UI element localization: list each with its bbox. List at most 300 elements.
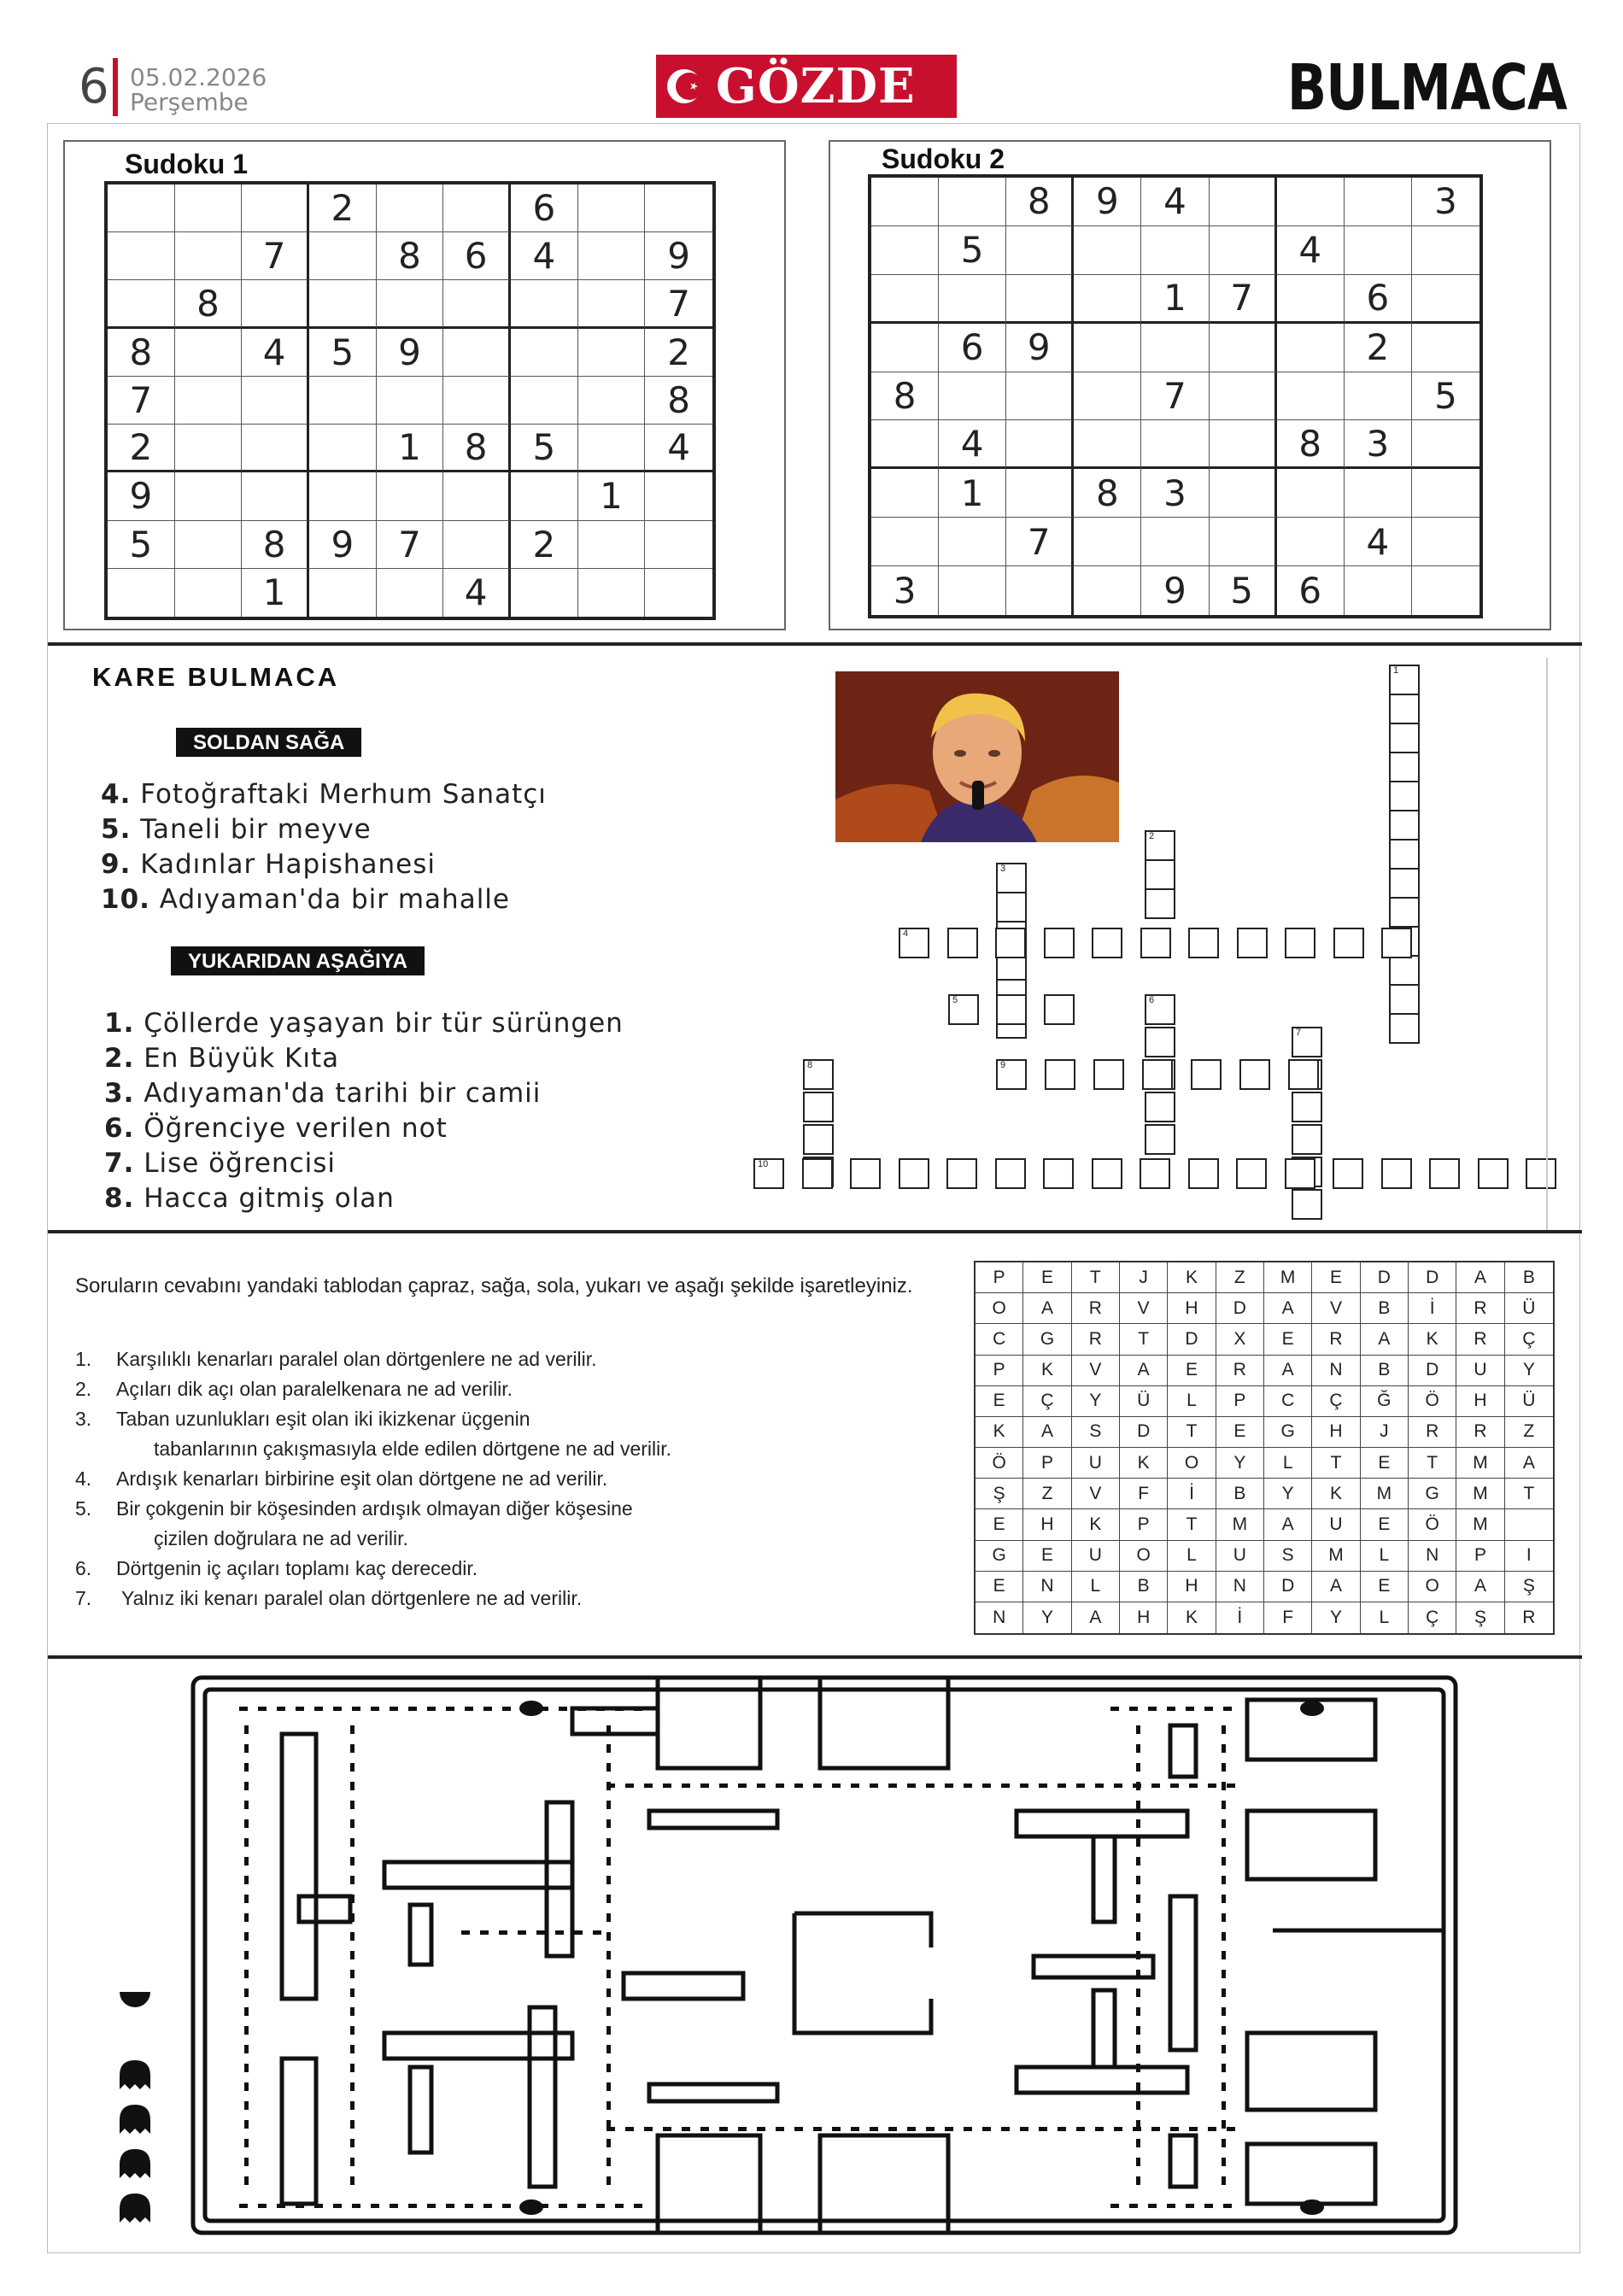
sudoku-cell[interactable] — [377, 377, 444, 425]
word-search-letter[interactable]: E — [976, 1572, 1023, 1602]
sudoku-cell[interactable]: 7 — [1141, 372, 1209, 421]
sudoku-cell[interactable]: 6 — [939, 324, 1006, 372]
sudoku-cell[interactable]: 1 — [242, 569, 309, 617]
sudoku-cell[interactable] — [175, 521, 243, 569]
word-search-letter[interactable]: P — [976, 1356, 1023, 1386]
word-search-letter[interactable]: R — [1456, 1324, 1504, 1355]
word-search-letter[interactable]: L — [1168, 1541, 1216, 1572]
word-search-letter[interactable]: K — [1072, 1509, 1120, 1540]
sudoku-cell[interactable]: 2 — [309, 184, 377, 232]
word-search-letter[interactable]: I — [1505, 1541, 1553, 1572]
sudoku-cell[interactable]: 1 — [377, 425, 444, 472]
sudoku-cell[interactable] — [108, 184, 175, 232]
word-search-letter[interactable]: Ş — [976, 1479, 1023, 1509]
word-search-letter[interactable]: N — [1312, 1356, 1360, 1386]
word-search-letter[interactable]: E — [1264, 1324, 1312, 1355]
word-search-letter[interactable]: Z — [1216, 1262, 1264, 1293]
word-search-letter[interactable]: H — [1168, 1572, 1216, 1602]
word-search-letter[interactable]: M — [1456, 1509, 1504, 1540]
word-search-letter[interactable]: R — [1216, 1356, 1264, 1386]
sudoku-cell[interactable] — [1006, 469, 1074, 518]
word-search-letter[interactable]: U — [1312, 1509, 1360, 1540]
word-search-letter[interactable]: E — [1361, 1572, 1409, 1602]
word-search-letter[interactable]: V — [1072, 1356, 1120, 1386]
word-search-letter[interactable]: L — [1361, 1602, 1409, 1633]
sudoku-cell[interactable] — [578, 521, 646, 569]
word-search-letter[interactable]: M — [1264, 1262, 1312, 1293]
word-search-letter[interactable]: G — [1023, 1324, 1071, 1355]
sudoku-cell[interactable] — [1074, 566, 1141, 615]
word-search-letter[interactable]: Y — [1072, 1386, 1120, 1417]
sudoku-cell[interactable] — [1277, 469, 1345, 518]
sudoku-cell[interactable] — [871, 178, 939, 226]
word-search-letter[interactable]: İ — [1216, 1602, 1264, 1633]
sudoku-cell[interactable] — [511, 569, 578, 617]
sudoku-cell[interactable]: 4 — [242, 329, 309, 377]
word-search-letter[interactable]: G — [976, 1541, 1023, 1572]
word-search-letter[interactable]: D — [1216, 1293, 1264, 1324]
word-search-letter[interactable]: Ç — [1409, 1602, 1456, 1633]
sudoku-cell[interactable] — [1345, 372, 1412, 421]
word-search-letter[interactable]: U — [1456, 1356, 1504, 1386]
word-search-letter[interactable]: B — [1361, 1356, 1409, 1386]
sudoku-cell[interactable] — [1074, 420, 1141, 469]
sudoku-cell[interactable]: 4 — [1277, 226, 1345, 275]
sudoku-cell[interactable]: 7 — [242, 232, 309, 280]
sudoku-cell[interactable]: 7 — [377, 521, 444, 569]
word-search-letter[interactable]: A — [1361, 1324, 1409, 1355]
sudoku-cell[interactable] — [578, 569, 646, 617]
sudoku-cell[interactable] — [578, 184, 646, 232]
word-search-letter[interactable]: C — [1264, 1386, 1312, 1417]
sudoku-cell[interactable]: 6 — [443, 232, 511, 280]
sudoku-cell[interactable]: 9 — [1006, 324, 1074, 372]
sudoku-cell[interactable]: 7 — [1210, 275, 1277, 324]
sudoku-cell[interactable] — [1074, 275, 1141, 324]
word-search-letter[interactable]: P — [976, 1262, 1023, 1293]
word-search-letter[interactable]: R — [1456, 1293, 1504, 1324]
sudoku-cell[interactable]: 9 — [645, 232, 712, 280]
sudoku-cell[interactable]: 3 — [1141, 469, 1209, 518]
sudoku-cell[interactable] — [1141, 226, 1209, 275]
word-search-letter[interactable]: A — [1023, 1417, 1071, 1448]
word-search-letter[interactable]: K — [1023, 1356, 1071, 1386]
word-search-letter[interactable]: M — [1361, 1479, 1409, 1509]
sudoku-cell[interactable] — [1345, 226, 1412, 275]
sudoku-cell[interactable] — [578, 329, 646, 377]
sudoku-cell[interactable]: 5 — [939, 226, 1006, 275]
word-search-letter[interactable]: Ö — [1409, 1386, 1456, 1417]
word-search-letter[interactable]: V — [1312, 1293, 1360, 1324]
sudoku-cell[interactable] — [1277, 518, 1345, 566]
word-search-letter[interactable]: E — [1312, 1262, 1360, 1293]
sudoku-cell[interactable] — [511, 377, 578, 425]
word-search-letter[interactable]: R — [1072, 1324, 1120, 1355]
sudoku-cell[interactable] — [443, 280, 511, 328]
word-search-letter[interactable]: O — [1168, 1448, 1216, 1479]
sudoku-cell[interactable] — [1141, 420, 1209, 469]
word-search-letter[interactable]: Ç — [1312, 1386, 1360, 1417]
sudoku-cell[interactable] — [1412, 420, 1479, 469]
word-search-letter[interactable]: T — [1168, 1509, 1216, 1540]
sudoku-cell[interactable]: 6 — [1277, 566, 1345, 615]
sudoku-cell[interactable] — [1210, 518, 1277, 566]
sudoku-cell[interactable] — [1277, 178, 1345, 226]
sudoku-cell[interactable] — [578, 425, 646, 472]
word-search-letter[interactable]: Y — [1312, 1602, 1360, 1633]
word-search-letter[interactable]: P — [1456, 1541, 1504, 1572]
sudoku-cell[interactable]: 4 — [443, 569, 511, 617]
pacman-maze[interactable] — [94, 1674, 1461, 2238]
sudoku-cell[interactable] — [871, 226, 939, 275]
sudoku-cell[interactable] — [309, 472, 377, 520]
word-search-letter[interactable]: E — [1216, 1417, 1264, 1448]
word-search-letter[interactable]: K — [1312, 1479, 1360, 1509]
word-search-letter[interactable] — [1505, 1509, 1553, 1540]
sudoku-cell[interactable]: 2 — [645, 329, 712, 377]
sudoku-cell[interactable] — [175, 425, 243, 472]
sudoku-cell[interactable]: 5 — [511, 425, 578, 472]
sudoku-cell[interactable]: 1 — [1141, 275, 1209, 324]
word-search-letter[interactable]: P — [1216, 1386, 1264, 1417]
word-search-letter[interactable]: J — [1361, 1417, 1409, 1448]
word-search-letter[interactable]: F — [1264, 1602, 1312, 1633]
word-search-letter[interactable]: H — [1456, 1386, 1504, 1417]
word-search-letter[interactable]: Z — [1023, 1479, 1071, 1509]
word-search-letter[interactable]: K — [1168, 1602, 1216, 1633]
word-search-letter[interactable]: O — [1409, 1572, 1456, 1602]
word-search-letter[interactable]: R — [1456, 1417, 1504, 1448]
word-search-letter[interactable]: İ — [1168, 1479, 1216, 1509]
word-search-letter[interactable]: L — [1072, 1572, 1120, 1602]
sudoku-cell[interactable] — [175, 232, 243, 280]
sudoku-cell[interactable]: 3 — [1345, 420, 1412, 469]
word-search-letter[interactable]: B — [1120, 1572, 1168, 1602]
word-search-letter[interactable]: G — [1264, 1417, 1312, 1448]
sudoku-cell[interactable] — [578, 377, 646, 425]
sudoku-cell[interactable] — [1210, 226, 1277, 275]
sudoku-cell[interactable] — [871, 275, 939, 324]
sudoku-cell[interactable] — [1277, 372, 1345, 421]
sudoku-cell[interactable] — [1006, 275, 1074, 324]
sudoku-cell[interactable]: 4 — [645, 425, 712, 472]
word-search-letter[interactable]: E — [1023, 1262, 1071, 1293]
sudoku-cell[interactable]: 7 — [108, 377, 175, 425]
word-search-letter[interactable]: M — [1216, 1509, 1264, 1540]
sudoku-cell[interactable]: 5 — [1210, 566, 1277, 615]
sudoku-cell[interactable] — [1412, 518, 1479, 566]
word-search-letter[interactable]: A — [1264, 1356, 1312, 1386]
word-search-letter[interactable]: K — [976, 1417, 1023, 1448]
word-search-letter[interactable]: A — [1456, 1572, 1504, 1602]
sudoku-cell[interactable] — [1277, 324, 1345, 372]
word-search-letter[interactable]: E — [1361, 1448, 1409, 1479]
sudoku-cell[interactable]: 4 — [939, 420, 1006, 469]
sudoku-cell[interactable]: 8 — [242, 521, 309, 569]
word-search-letter[interactable]: D — [1409, 1356, 1456, 1386]
word-search-letter[interactable]: Y — [1505, 1356, 1553, 1386]
word-search-letter[interactable]: L — [1168, 1386, 1216, 1417]
sudoku-cell[interactable]: 8 — [871, 372, 939, 421]
word-search-letter[interactable]: U — [1072, 1448, 1120, 1479]
sudoku-cell[interactable] — [1277, 275, 1345, 324]
word-search-letter[interactable]: T — [1120, 1324, 1168, 1355]
sudoku-cell[interactable]: 2 — [1345, 324, 1412, 372]
sudoku-cell[interactable] — [645, 521, 712, 569]
sudoku-cell[interactable] — [242, 184, 309, 232]
sudoku-cell[interactable]: 7 — [1006, 518, 1074, 566]
word-search-letter[interactable]: A — [1264, 1509, 1312, 1540]
sudoku-cell[interactable] — [645, 472, 712, 520]
word-search-letter[interactable]: A — [1023, 1293, 1071, 1324]
word-search-letter[interactable]: M — [1456, 1479, 1504, 1509]
word-search-letter[interactable]: Ü — [1505, 1293, 1553, 1324]
word-search-letter[interactable]: Y — [1023, 1602, 1071, 1633]
word-search-letter[interactable]: F — [1120, 1479, 1168, 1509]
word-search-letter[interactable]: N — [1216, 1572, 1264, 1602]
word-search-letter[interactable]: T — [1505, 1479, 1553, 1509]
sudoku-cell[interactable] — [511, 329, 578, 377]
word-search-letter[interactable]: Ğ — [1361, 1386, 1409, 1417]
sudoku-cell[interactable]: 1 — [578, 472, 646, 520]
sudoku-cell[interactable]: 9 — [377, 329, 444, 377]
word-search-letter[interactable]: D — [1168, 1324, 1216, 1355]
word-search-letter[interactable]: Z — [1505, 1417, 1553, 1448]
word-search-letter[interactable]: U — [1216, 1541, 1264, 1572]
sudoku-cell[interactable] — [175, 377, 243, 425]
word-search-letter[interactable]: L — [1361, 1541, 1409, 1572]
sudoku-cell[interactable] — [377, 569, 444, 617]
word-search-letter[interactable]: G — [1409, 1479, 1456, 1509]
word-search-letter[interactable]: O — [976, 1293, 1023, 1324]
word-search-letter[interactable]: V — [1120, 1293, 1168, 1324]
sudoku-cell[interactable] — [108, 569, 175, 617]
word-search-letter[interactable]: R — [1522, 1607, 1536, 1627]
word-search-letter[interactable]: A — [1505, 1448, 1553, 1479]
sudoku-cell[interactable]: 4 — [1141, 178, 1209, 226]
word-search-letter[interactable]: O — [1120, 1541, 1168, 1572]
word-search-letter[interactable]: Ü — [1120, 1386, 1168, 1417]
sudoku-cell[interactable]: 3 — [1412, 178, 1479, 226]
word-search-letter[interactable]: A — [1120, 1356, 1168, 1386]
sudoku-cell[interactable] — [1412, 226, 1479, 275]
sudoku-cell[interactable] — [1074, 372, 1141, 421]
word-search-letter[interactable]: Ö — [976, 1448, 1023, 1479]
sudoku-cell[interactable] — [377, 184, 444, 232]
sudoku-cell[interactable] — [242, 377, 309, 425]
word-search-letter[interactable]: H — [1312, 1417, 1360, 1448]
sudoku-cell[interactable] — [309, 425, 377, 472]
word-search-letter[interactable]: İ — [1409, 1293, 1456, 1324]
sudoku-cell[interactable] — [871, 324, 939, 372]
sudoku-cell[interactable]: 6 — [511, 184, 578, 232]
sudoku-cell[interactable] — [309, 569, 377, 617]
sudoku-cell[interactable]: 8 — [1277, 420, 1345, 469]
sudoku-cell[interactable] — [1412, 275, 1479, 324]
word-search-letter[interactable]: B — [1505, 1262, 1553, 1293]
sudoku-cell[interactable] — [1074, 226, 1141, 275]
sudoku-cell[interactable] — [443, 329, 511, 377]
word-search-letter[interactable]: S — [1264, 1541, 1312, 1572]
sudoku-cell[interactable] — [377, 280, 444, 328]
sudoku-cell[interactable] — [443, 472, 511, 520]
sudoku-cell[interactable]: 4 — [511, 232, 578, 280]
sudoku-2-grid[interactable] — [868, 174, 1483, 618]
sudoku-cell[interactable] — [1412, 469, 1479, 518]
sudoku-cell[interactable] — [309, 377, 377, 425]
sudoku-cell[interactable]: 8 — [377, 232, 444, 280]
sudoku-cell[interactable]: 1 — [939, 469, 1006, 518]
sudoku-cell[interactable] — [1210, 178, 1277, 226]
sudoku-cell[interactable] — [939, 275, 1006, 324]
sudoku-cell[interactable] — [377, 472, 444, 520]
sudoku-cell[interactable] — [511, 280, 578, 328]
sudoku-cell[interactable]: 2 — [108, 425, 175, 472]
word-search-letter[interactable]: D — [1409, 1262, 1456, 1293]
word-search-letter[interactable]: A — [1312, 1572, 1360, 1602]
sudoku-cell[interactable] — [1210, 324, 1277, 372]
word-search-letter[interactable]: T — [1168, 1417, 1216, 1448]
sudoku-cell[interactable] — [578, 232, 646, 280]
sudoku-cell[interactable] — [939, 566, 1006, 615]
sudoku-cell[interactable] — [1345, 469, 1412, 518]
sudoku-cell[interactable] — [1006, 420, 1074, 469]
sudoku-cell[interactable] — [443, 521, 511, 569]
sudoku-cell[interactable] — [1210, 420, 1277, 469]
word-search-letter[interactable]: R — [1409, 1417, 1456, 1448]
word-search-letter[interactable]: H — [1023, 1509, 1071, 1540]
sudoku-cell[interactable] — [1210, 469, 1277, 518]
word-search-letter[interactable]: A — [1072, 1602, 1120, 1633]
sudoku-cell[interactable] — [443, 184, 511, 232]
word-search-letter[interactable]: K — [1409, 1324, 1456, 1355]
word-search-grid[interactable] — [974, 1261, 1555, 1635]
word-search-letter[interactable]: P — [1023, 1448, 1071, 1479]
word-search-letter[interactable]: S — [1072, 1417, 1120, 1448]
word-search-letter[interactable]: T — [1072, 1262, 1120, 1293]
sudoku-cell[interactable] — [309, 280, 377, 328]
word-search-letter[interactable]: Ö — [1409, 1509, 1456, 1540]
word-search-letter[interactable]: H — [1120, 1602, 1168, 1633]
word-search-letter[interactable]: C — [976, 1324, 1023, 1355]
sudoku-cell[interactable] — [242, 280, 309, 328]
word-search-letter[interactable]: R — [1072, 1293, 1120, 1324]
sudoku-cell[interactable] — [1006, 372, 1074, 421]
word-search-letter[interactable]: K — [1120, 1448, 1168, 1479]
sudoku-cell[interactable]: 8 — [645, 377, 712, 425]
sudoku-cell[interactable] — [871, 420, 939, 469]
word-search-letter[interactable]: T — [1312, 1448, 1360, 1479]
word-search-letter[interactable]: D — [1120, 1417, 1168, 1448]
sudoku-cell[interactable] — [1006, 566, 1074, 615]
sudoku-cell[interactable] — [939, 518, 1006, 566]
sudoku-cell[interactable] — [578, 280, 646, 328]
sudoku-cell[interactable]: 8 — [1074, 469, 1141, 518]
sudoku-cell[interactable] — [1141, 518, 1209, 566]
word-search-letter[interactable]: E — [1023, 1541, 1071, 1572]
sudoku-cell[interactable] — [1345, 566, 1412, 615]
sudoku-cell[interactable] — [939, 178, 1006, 226]
word-search-letter[interactable]: A — [1264, 1293, 1312, 1324]
sudoku-cell[interactable] — [242, 425, 309, 472]
sudoku-cell[interactable] — [1006, 226, 1074, 275]
word-search-letter[interactable]: L — [1264, 1448, 1312, 1479]
sudoku-cell[interactable]: 8 — [108, 329, 175, 377]
sudoku-cell[interactable]: 5 — [1412, 372, 1479, 421]
word-search-letter[interactable]: J — [1120, 1262, 1168, 1293]
word-search-letter[interactable]: Ç — [1505, 1324, 1553, 1355]
word-search-letter[interactable]: E — [976, 1386, 1023, 1417]
sudoku-1-grid[interactable] — [104, 181, 716, 620]
word-search-letter[interactable]: Ş — [1505, 1572, 1553, 1602]
sudoku-cell[interactable]: 7 — [645, 280, 712, 328]
sudoku-cell[interactable]: 6 — [1345, 275, 1412, 324]
word-search-letter[interactable]: U — [1072, 1541, 1120, 1572]
sudoku-cell[interactable] — [175, 184, 243, 232]
sudoku-cell[interactable]: 8 — [443, 425, 511, 472]
sudoku-cell[interactable] — [871, 469, 939, 518]
word-search-letter[interactable]: M — [1456, 1448, 1504, 1479]
sudoku-cell[interactable]: 4 — [1345, 518, 1412, 566]
sudoku-cell[interactable] — [645, 569, 712, 617]
word-search-letter[interactable]: D — [1264, 1572, 1312, 1602]
sudoku-cell[interactable] — [1141, 324, 1209, 372]
word-search-letter[interactable]: E — [1168, 1356, 1216, 1386]
word-search-letter[interactable]: Ü — [1505, 1386, 1553, 1417]
sudoku-cell[interactable] — [108, 280, 175, 328]
word-search-letter[interactable]: Y — [1264, 1479, 1312, 1509]
sudoku-cell[interactable] — [1412, 324, 1479, 372]
word-search-letter[interactable]: E — [976, 1509, 1023, 1540]
sudoku-cell[interactable] — [939, 372, 1006, 421]
sudoku-cell[interactable] — [309, 232, 377, 280]
word-search-letter[interactable]: Ç — [1023, 1386, 1071, 1417]
sudoku-cell[interactable] — [1074, 518, 1141, 566]
sudoku-cell[interactable]: 9 — [1074, 178, 1141, 226]
word-search-letter[interactable]: K — [1168, 1262, 1216, 1293]
sudoku-cell[interactable] — [1345, 178, 1412, 226]
sudoku-cell[interactable]: 3 — [871, 566, 939, 615]
sudoku-cell[interactable]: 8 — [1006, 178, 1074, 226]
word-search-letter[interactable]: N — [1023, 1572, 1071, 1602]
sudoku-cell[interactable] — [175, 472, 243, 520]
sudoku-cell[interactable]: 9 — [309, 521, 377, 569]
word-search-letter[interactable]: R — [1312, 1324, 1360, 1355]
sudoku-cell[interactable] — [108, 232, 175, 280]
sudoku-cell[interactable] — [511, 472, 578, 520]
word-search-letter[interactable]: N — [1409, 1541, 1456, 1572]
word-search-letter[interactable]: B — [1361, 1293, 1409, 1324]
word-search-letter[interactable]: N — [976, 1602, 1023, 1633]
word-search-letter[interactable]: Y — [1216, 1448, 1264, 1479]
sudoku-cell[interactable] — [175, 569, 243, 617]
word-search-letter[interactable]: X — [1216, 1324, 1264, 1355]
sudoku-cell[interactable]: 2 — [511, 521, 578, 569]
word-search-letter[interactable]: V — [1072, 1479, 1120, 1509]
sudoku-cell[interactable] — [1210, 372, 1277, 421]
word-search-letter[interactable]: T — [1409, 1448, 1456, 1479]
sudoku-cell[interactable]: 8 — [175, 280, 243, 328]
sudoku-cell[interactable] — [645, 184, 712, 232]
word-search-letter[interactable]: H — [1168, 1293, 1216, 1324]
sudoku-cell[interactable] — [871, 518, 939, 566]
sudoku-cell[interactable]: 5 — [108, 521, 175, 569]
sudoku-cell[interactable]: 9 — [108, 472, 175, 520]
word-search-letter[interactable]: D — [1361, 1262, 1409, 1293]
word-search-letter[interactable]: Ş — [1456, 1602, 1504, 1633]
sudoku-cell[interactable] — [1074, 324, 1141, 372]
sudoku-cell[interactable] — [175, 329, 243, 377]
